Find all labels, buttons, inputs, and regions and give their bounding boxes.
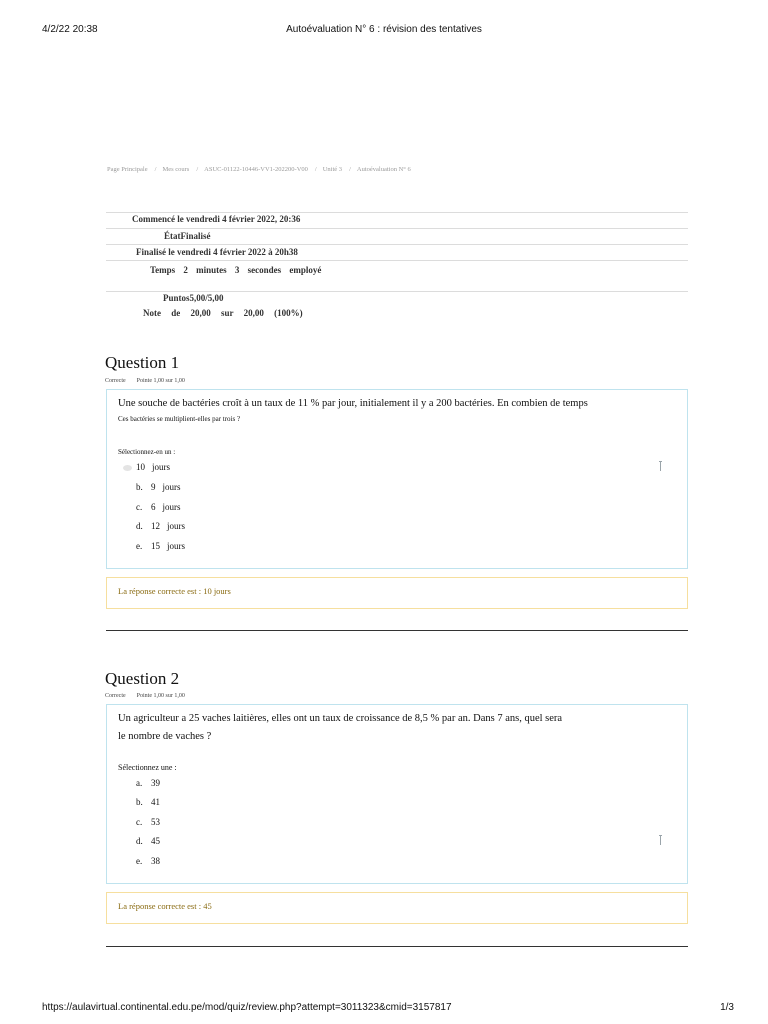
option-letter: e. [136, 541, 143, 551]
option-number: 15 [151, 541, 160, 551]
correct-mark-icon [660, 836, 661, 845]
option-unit: jours [162, 482, 181, 492]
option-number: 45 [151, 836, 160, 846]
option-letter: e. [136, 856, 143, 866]
question-1-points: Pointe 1,00 sur 1,00 [136, 378, 185, 384]
breadcrumb-separator: / [314, 166, 317, 173]
question-2-option-a[interactable] [136, 778, 160, 788]
option-number: 38 [151, 856, 160, 866]
question-2-box [106, 704, 688, 884]
question-1-option-a[interactable] [123, 462, 170, 472]
question-1-option-c[interactable] [136, 502, 181, 512]
option-number: 12 [151, 521, 160, 531]
question-2-option-c[interactable] [136, 817, 160, 827]
question-2-info [105, 693, 185, 699]
correct-mark-icon [660, 462, 661, 471]
summary-finished-row [106, 244, 688, 260]
question-2-status: Correcte [105, 693, 126, 699]
breadcrumb-separator: / [349, 166, 351, 173]
question-2-prompt: Sélectionnez une : [118, 763, 177, 772]
selected-radio-icon[interactable] [123, 465, 132, 471]
question-2-feedback [106, 892, 688, 924]
summary-state-value: Finalisé [180, 231, 211, 241]
option-number: 39 [151, 778, 160, 788]
breadcrumb-separator: / [154, 166, 157, 173]
print-url: https://aulavirtual.continental.edu.pe/mod/quiz/review.php?attempt=3011323&cmid=3157817 [42, 1002, 452, 1013]
option-letter: c. [136, 817, 143, 827]
question-2-feedback-text: La réponse correcte est : 45 [118, 901, 212, 911]
option-letter: d. [136, 521, 143, 531]
option-number: 53 [151, 817, 160, 827]
question-1-text-line1: Une souche de bactéries croît à un taux de 11 % par jour, initialement il y a 200 bactéries. En combien de temps [118, 398, 588, 409]
breadcrumb-quiz[interactable]: Autoévaluation N° 6 [356, 166, 411, 173]
option-unit: jours [152, 462, 170, 472]
summary-time-row [106, 260, 688, 291]
option-letter: b. [136, 797, 143, 807]
print-title: Autoévaluation N° 6 : révision des tentatives [286, 24, 482, 35]
summary-started-row [106, 212, 688, 228]
summary-started: Commencé le vendredi 4 février 2022, 20:36 [132, 214, 301, 224]
breadcrumb-my-courses[interactable]: Mes cours [162, 166, 190, 173]
breadcrumb-course[interactable]: ASUC-01122-10446-VV1-202200-V00 [204, 166, 308, 173]
breadcrumb [107, 166, 411, 173]
summary-time: Temps 2 minutes 3 secondes employé [150, 265, 322, 275]
question-1-option-d[interactable] [136, 521, 185, 531]
question-2-option-e[interactable] [136, 856, 160, 866]
question-1-text-line2: Ces bactéries se multiplient-elles par trois ? [118, 415, 241, 423]
option-number: 41 [151, 797, 160, 807]
question-1-feedback [106, 577, 688, 609]
summary-points-value: 5,00/5,00 [189, 293, 224, 303]
option-letter: b. [136, 482, 143, 492]
attempt-summary [106, 212, 688, 322]
summary-points-row [106, 291, 688, 307]
question-2-text-line2: le nombre de vaches ? [118, 731, 212, 742]
option-letter: c. [136, 502, 143, 512]
breadcrumb-home[interactable]: Page Principale [107, 166, 148, 173]
print-datetime: 4/2/22 20:38 [42, 24, 98, 35]
question-1-option-b[interactable] [136, 482, 181, 492]
option-unit: jours [167, 521, 185, 531]
breadcrumb-unit[interactable]: Unité 3 [322, 166, 343, 173]
question-2-option-b[interactable] [136, 797, 160, 807]
option-unit: jours [167, 541, 185, 551]
question-1-box [106, 389, 688, 569]
print-header [0, 24, 768, 38]
question-2-option-d[interactable] [136, 836, 160, 846]
option-letter: d. [136, 836, 143, 846]
print-footer [0, 1002, 768, 1016]
summary-state-label: État [164, 231, 181, 241]
summary-state-row [106, 228, 688, 244]
question-1-title: Question 1 [105, 353, 180, 372]
question-2-text-line1: Un agriculteur a 25 vaches laitières, elles ont un taux de croissance de 8,5 % par an. Dans 7 ans, quel sera [118, 713, 563, 724]
question-2-points: Pointe 1,00 sur 1,00 [136, 693, 185, 699]
option-unit: jours [162, 502, 181, 512]
option-letter: a. [136, 778, 143, 788]
print-page-number: 1/3 [720, 1002, 734, 1013]
question-1-info [105, 378, 185, 384]
question-1-feedback-text: La réponse correcte est : 10 jours [118, 586, 231, 596]
question-2-title: Question 2 [105, 669, 180, 688]
option-number: 6 [151, 502, 156, 512]
question-divider [106, 946, 688, 947]
summary-grade-row [106, 307, 688, 322]
option-number: 9 [151, 482, 156, 492]
question-divider [106, 630, 688, 631]
summary-grade: Note de 20,00 sur 20,00 (100%) [143, 308, 303, 318]
question-1-status: Correcte [105, 378, 126, 384]
summary-finished: Finalisé le vendredi 4 février 2022 à 20h38 [136, 247, 298, 257]
option-number: 10 [136, 462, 145, 472]
question-1-option-e[interactable] [136, 541, 185, 551]
question-1-prompt: Sélectionnez-en un : [118, 448, 176, 456]
breadcrumb-separator: / [196, 166, 199, 173]
summary-points-label: Puntos [163, 293, 190, 303]
